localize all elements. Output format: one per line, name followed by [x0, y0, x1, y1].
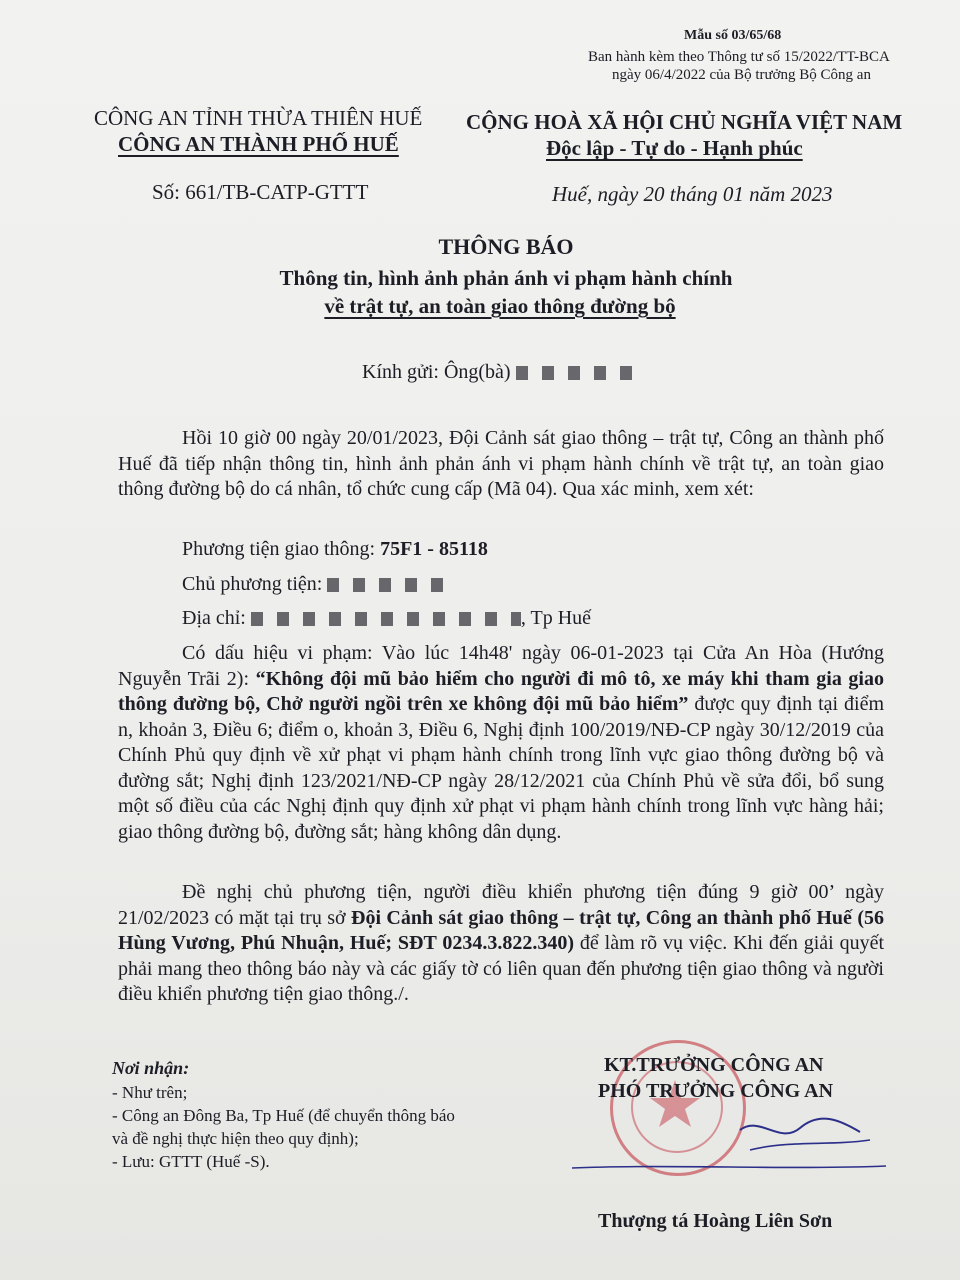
request-instructions: để làm rõ vụ việc. Khi đến giải quyết phải mang theo thông báo này và các giấy tờ có liên quan đến phương tiện giao thông và người điều khiển phương tiện giao thông./.	[118, 932, 885, 1005]
agency-name	[118, 132, 399, 157]
agency-parent: CÔNG AN TỈNH THỪA THIÊN HUẾ	[94, 106, 423, 130]
recipients-heading: Nơi nhận:	[112, 1058, 190, 1078]
redacted-address	[251, 612, 521, 626]
paragraph-violation	[118, 641, 884, 845]
recipients-item-3: - Lưu: GTTT (Huế -S).	[112, 1152, 270, 1171]
signature-underline	[570, 1160, 890, 1174]
address-line	[182, 606, 591, 632]
document-number: Số: 661/TB-CATP-GTTT	[152, 180, 369, 204]
recipient-label: Kính gửi: Ông(bà)	[362, 361, 511, 383]
signer-title-1: KT.TRƯỞNG CÔNG AN	[604, 1054, 824, 1076]
request-office: Đội Cảnh sát giao thông – trật tự, Công an thành phố Huế (56 Hùng Vương, Phú Nhuận, Huế; SĐT 0234.3.822.340)	[118, 906, 884, 954]
recipient-line	[362, 360, 636, 386]
recipients-item-1: - Như trên;	[112, 1083, 188, 1102]
place-date: Huế, ngày 20 tháng 01 năm 2023	[552, 182, 833, 206]
nation-name: CỘNG HOÀ XÃ HỘI CHỦ NGHĨA VIỆT NAM	[466, 110, 903, 134]
form-issued-line2: ngày 06/4/2022 của Bộ trưởng Bộ Công an	[612, 67, 871, 83]
violation-intro: Có dấu hiệu vi phạm: Vào lúc 14h48' ngày 06-01-2023 tại Cửa An Hòa (Hướng Nguyễn Trãi 2):	[118, 642, 884, 690]
nation-motto	[546, 136, 803, 161]
redacted-recipient	[516, 366, 636, 380]
nation-motto-text: Độc lập - Tự do - Hạnh phúc	[546, 136, 803, 160]
paragraph-intake: Hồi 10 giờ 00 ngày 20/01/2023, Đội Cảnh sát giao thông – trật tự, Công an thành phố Huế đã tiếp nhận thông tin, hình ảnh phản ánh vi phạm hành chính về trật tự, an toàn giao thông đường bộ do cá nhân, tổ chức cung cấp (Mã 04). Qua xác minh, xem xét:	[118, 427, 884, 500]
address-label: Địa chỉ:	[182, 607, 251, 629]
document-subtitle-1: Thông tin, hình ảnh phản ánh vi phạm hành chính	[279, 266, 733, 290]
agency-name-text: CÔNG AN THÀNH PHỐ HUẾ	[118, 132, 399, 156]
form-number: Mẫu số 03/65/68	[684, 28, 782, 43]
signer-title-2: PHÓ TRƯỞNG CÔNG AN	[598, 1080, 834, 1102]
owner-label: Chủ phương tiện:	[182, 573, 328, 595]
paragraph-request	[118, 880, 884, 1008]
request-intro: Đề nghị chủ phương tiện, người điều khiển phương tiện đúng 9 giờ 00’ ngày 21/02/2023 có mặt tại trụ sở	[118, 881, 884, 929]
address-suffix: , Tp Huế	[520, 607, 592, 629]
owner-line	[182, 572, 447, 598]
redacted-owner	[327, 578, 447, 592]
document-title: THÔNG BÁO	[438, 234, 574, 259]
document-subtitle-2	[0, 294, 960, 319]
vehicle-line	[182, 537, 488, 563]
document-subtitle-2-text: về trật tự, an toàn giao thông đường bộ	[324, 294, 676, 318]
form-issued-line1: Ban hành kèm theo Thông tư số 15/2022/TT-BCA	[588, 49, 890, 65]
violation-description: “Không đội mũ bảo hiểm cho người đi mô tô, xe máy khi tham gia giao thông đường bộ, Chở người ngồi trên xe không đội mũ bảo hiểm”	[118, 667, 884, 715]
vehicle-plate: 75F1 - 85118	[380, 538, 488, 560]
recipients-item-2: - Công an Đông Ba, Tp Huế (để chuyển thông báo	[112, 1106, 455, 1125]
violation-legal-basis: được quy định tại điểm n, khoản 3, Điều 6; điểm o, khoản 3, Điều 6, Nghị định 100/2019/NĐ-CP ngày 30/12/2019 của Chính Phủ quy định về xử phạt vi phạm hành chính trong lĩnh vực giao thông đường bộ và đường sắt; Nghị định 123/2021/NĐ-CP ngày 28/12/2021 của Chính Phủ về sửa đổi, bổ sung một số điều của các Nghị định quy định xử phạt vi phạm hành chính trong lĩnh vực hàng hải; giao thông đường bộ, đường sắt; hàng không dân dụng.	[118, 693, 884, 843]
recipients-item-2-cont: và đề nghị thực hiện theo quy định);	[112, 1129, 359, 1148]
vehicle-label: Phương tiện giao thông:	[182, 538, 381, 560]
signer-name: Thượng tá Hoàng Liên Sơn	[598, 1210, 833, 1232]
